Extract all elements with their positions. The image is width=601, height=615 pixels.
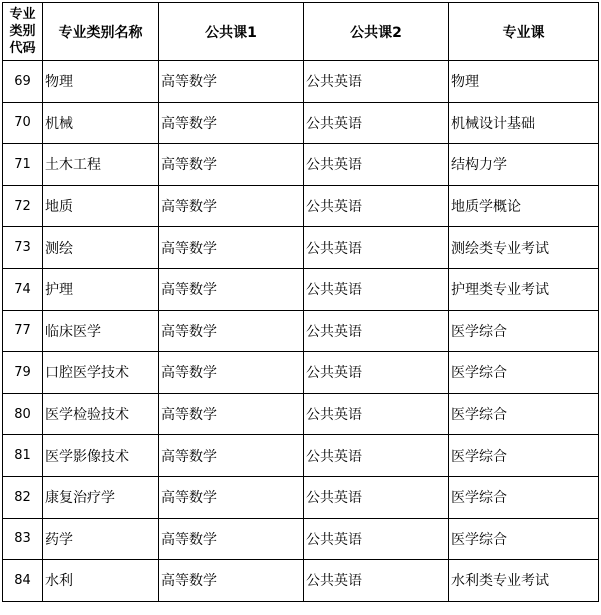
cell-major-course: 测绘类专业考试: [449, 227, 599, 269]
cell-code: 73: [3, 227, 43, 269]
cell-public-course-2: 公共英语: [304, 144, 449, 186]
cell-major-course: 医学综合: [449, 393, 599, 435]
cell-category-name: 测绘: [43, 227, 159, 269]
cell-public-course-1: 高等数学: [159, 435, 304, 477]
cell-public-course-2: 公共英语: [304, 476, 449, 518]
cell-public-course-1: 高等数学: [159, 393, 304, 435]
cell-code: 77: [3, 310, 43, 352]
header-public-course-1: 公共课1: [159, 3, 304, 61]
cell-category-name: 口腔医学技术: [43, 352, 159, 394]
cell-public-course-1: 高等数学: [159, 227, 304, 269]
header-public-course-2: 公共课2: [304, 3, 449, 61]
cell-public-course-2: 公共英语: [304, 268, 449, 310]
cell-code: 81: [3, 435, 43, 477]
cell-major-course: 结构力学: [449, 144, 599, 186]
table-body: [3, 61, 599, 602]
cell-public-course-2: 公共英语: [304, 102, 449, 144]
cell-public-course-2: 公共英语: [304, 352, 449, 394]
cell-code: 72: [3, 185, 43, 227]
cell-major-course: 医学综合: [449, 476, 599, 518]
table-row: [3, 518, 599, 560]
cell-category-name: 康复治疗学: [43, 476, 159, 518]
table-row: [3, 185, 599, 227]
exam-subjects-table-container: [2, 2, 599, 602]
cell-category-name: 土木工程: [43, 144, 159, 186]
table-row: [3, 144, 599, 186]
cell-public-course-2: 公共英语: [304, 518, 449, 560]
cell-major-course: 医学综合: [449, 518, 599, 560]
cell-public-course-1: 高等数学: [159, 144, 304, 186]
cell-category-name: 护理: [43, 268, 159, 310]
cell-category-name: 药学: [43, 518, 159, 560]
table-row: [3, 560, 599, 602]
table-header: [3, 3, 599, 61]
cell-public-course-2: 公共英语: [304, 435, 449, 477]
cell-code: 69: [3, 61, 43, 103]
table-row: [3, 102, 599, 144]
cell-category-name: 水利: [43, 560, 159, 602]
cell-code: 71: [3, 144, 43, 186]
cell-category-name: 物理: [43, 61, 159, 103]
cell-code: 70: [3, 102, 43, 144]
cell-public-course-1: 高等数学: [159, 268, 304, 310]
cell-public-course-1: 高等数学: [159, 102, 304, 144]
cell-category-name: 临床医学: [43, 310, 159, 352]
cell-public-course-2: 公共英语: [304, 185, 449, 227]
cell-code: 84: [3, 560, 43, 602]
cell-public-course-1: 高等数学: [159, 518, 304, 560]
cell-public-course-1: 高等数学: [159, 560, 304, 602]
exam-subjects-table: [2, 2, 599, 602]
cell-code: 79: [3, 352, 43, 394]
cell-major-course: 护理类专业考试: [449, 268, 599, 310]
cell-major-course: 医学综合: [449, 352, 599, 394]
header-row: [3, 3, 599, 61]
cell-code: 82: [3, 476, 43, 518]
cell-public-course-1: 高等数学: [159, 310, 304, 352]
cell-major-course: 医学综合: [449, 310, 599, 352]
table-row: [3, 352, 599, 394]
cell-public-course-2: 公共英语: [304, 61, 449, 103]
table-row: [3, 393, 599, 435]
table-row: [3, 310, 599, 352]
cell-public-course-2: 公共英语: [304, 310, 449, 352]
cell-public-course-2: 公共英语: [304, 393, 449, 435]
cell-major-course: 医学综合: [449, 435, 599, 477]
header-major-course: 专业课: [449, 3, 599, 61]
table-row: [3, 476, 599, 518]
cell-category-name: 地质: [43, 185, 159, 227]
table-row: [3, 435, 599, 477]
header-category-code: [3, 3, 43, 61]
cell-public-course-1: 高等数学: [159, 61, 304, 103]
header-code-line-2: 类别: [9, 24, 36, 39]
cell-public-course-1: 高等数学: [159, 352, 304, 394]
cell-code: 74: [3, 268, 43, 310]
cell-category-name: 医学影像技术: [43, 435, 159, 477]
header-code-line-1: 专业: [9, 7, 36, 22]
cell-category-name: 机械: [43, 102, 159, 144]
table-row: [3, 268, 599, 310]
cell-category-name: 医学检验技术: [43, 393, 159, 435]
cell-public-course-1: 高等数学: [159, 185, 304, 227]
cell-public-course-2: 公共英语: [304, 560, 449, 602]
cell-code: 83: [3, 518, 43, 560]
cell-major-course: 水利类专业考试: [449, 560, 599, 602]
cell-public-course-1: 高等数学: [159, 476, 304, 518]
cell-major-course: 地质学概论: [449, 185, 599, 227]
cell-code: 80: [3, 393, 43, 435]
header-category-name: 专业类别名称: [43, 3, 159, 61]
cell-major-course: 机械设计基础: [449, 102, 599, 144]
table-row: [3, 227, 599, 269]
table-row: [3, 61, 599, 103]
header-code-line-3: 代码: [9, 41, 36, 56]
cell-major-course: 物理: [449, 61, 599, 103]
cell-public-course-2: 公共英语: [304, 227, 449, 269]
